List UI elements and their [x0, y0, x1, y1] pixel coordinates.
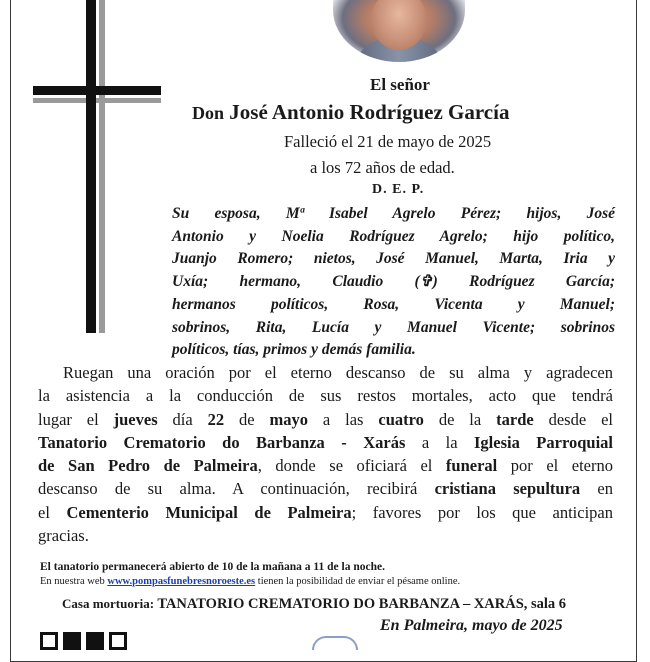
body-line: Tanatorio Crematorio do Barbanza - Xarás a la Iglesia Parroquial [38, 432, 613, 452]
family-line: Juanjo Romero; nietos, José Manuel, Marta, Iria y [172, 250, 615, 268]
family-line: hermanos políticos, Rosa, Vicenta y Manuel; [172, 295, 615, 313]
age: a los 72 años de edad. [310, 158, 455, 177]
ceremony-text [38, 361, 613, 547]
body-line: la asistencia a la conducción de sus restos mortales, acto que tendrá [38, 386, 613, 406]
deceased-name [192, 100, 509, 125]
name-prefix: Don [192, 103, 225, 123]
opening-hours: El tanatorio permanecerá abierto de 10 de la mañana a 11 de la noche. [40, 561, 385, 573]
qr-block [40, 632, 58, 650]
qr-block [109, 632, 127, 650]
cross-shadow-vertical [99, 0, 105, 333]
cross-shadow-horizontal [33, 98, 161, 103]
funeral-home: Casa mortuoria: TANATORIO CREMATORIO DO BARBANZA – XARÁS, sala 6 [62, 596, 567, 612]
website-link[interactable]: www.pompasfunebresnoroeste.es [107, 576, 256, 587]
cross-vertical [86, 0, 96, 333]
place-date: En Palmeira, mayo de 2025 [380, 617, 563, 634]
qr-block [63, 632, 81, 650]
qr-block [86, 632, 104, 650]
body-line: el Cementerio Municipal de Palmeira; favores por los que anticipan [38, 502, 613, 522]
company-logo [312, 636, 358, 650]
family-list [172, 203, 615, 362]
web-note: En nuestra web www.pompasfunebresnoroeste.es tienen la posibilidad de enviar el pésame online. [40, 576, 461, 587]
title: El señor [370, 75, 430, 94]
name-text: José Antonio Rodríguez García [229, 100, 510, 124]
body-line: de San Pedro de Palmeira, donde se oficiará el funeral por el eterno [38, 456, 613, 476]
death-date: Falleció el 21 de mayo de 2025 [284, 132, 492, 151]
body-line: Ruegan una oración por el eterno descanso de su alma y agradecen [63, 363, 613, 382]
family-line: políticos, tías, primos y demás familia. [172, 341, 416, 359]
family-line: Uxía; hermano, Claudio (✞) Rodríguez García; [172, 273, 615, 291]
body-line: lugar el jueves día 22 de mayo a las cuatro de la tarde desde el [38, 409, 613, 429]
family-line: sobrinos, Rita, Lucía y Manuel Vicente; sobrinos [172, 318, 615, 336]
body-line: gracias. [38, 526, 89, 546]
family-line: Antonio y Noelia Rodríguez Agrelo; hijo político, [172, 227, 615, 245]
body-line: descanso de su alma. A continuación, recibirá cristiana sepultura en [38, 479, 613, 499]
qr-code-icon [40, 632, 140, 650]
rip: D. E. P. [372, 182, 425, 197]
family-line: Su esposa, Mª Isabel Agrelo Pérez; hijos, José [172, 205, 615, 222]
